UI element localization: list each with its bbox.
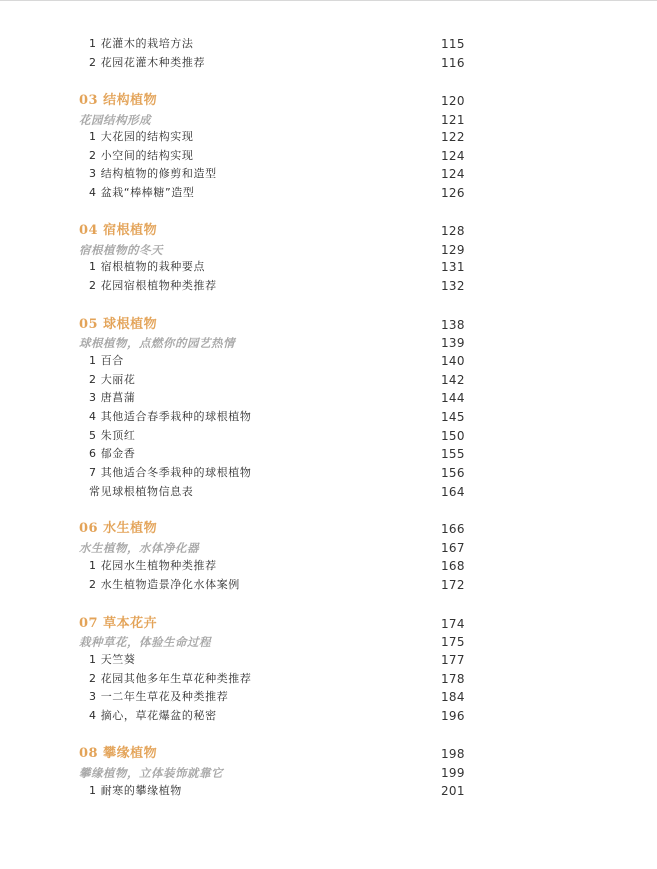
toc-entry — [0, 782, 657, 800]
toc-entry-title: 08 攀缘植物 — [79, 746, 158, 761]
toc-page-number: 155 — [441, 447, 465, 461]
toc-entry-title: 3 结构植物的修剪和造型 — [89, 167, 217, 180]
toc-page-number: 178 — [441, 672, 465, 686]
toc-entry-title: 2 大丽花 — [89, 373, 136, 386]
toc-page-number: 129 — [441, 243, 465, 257]
toc-page-number: 144 — [441, 391, 465, 405]
toc-entry — [0, 54, 657, 72]
toc-entry-title: 水生植物，水体净化器 — [79, 541, 199, 555]
toc-page-number: 124 — [441, 167, 465, 181]
toc-entry-title: 2 花园其他多年生草花种类推荐 — [89, 672, 252, 685]
toc-page-number: 167 — [441, 541, 465, 555]
toc-entry — [0, 576, 657, 594]
toc-entry-title: 4 摘心，草花爆盆的秘密 — [89, 709, 217, 722]
toc-chapter-subtitle — [0, 334, 657, 352]
toc-entry — [0, 707, 657, 725]
toc-page-number: 121 — [441, 113, 465, 127]
toc-page-number: 142 — [441, 373, 465, 387]
toc-entry — [0, 688, 657, 706]
toc-entry-title: 球根植物，点燃你的园艺热情 — [79, 336, 235, 350]
toc-entry-title: 4 盆栽“棒棒糖”造型 — [89, 186, 195, 199]
toc-entry — [0, 371, 657, 389]
toc-entry-title: 2 水生植物造景净化水体案例 — [89, 578, 240, 591]
toc-entry-title: 栽种草花，体验生命过程 — [79, 635, 211, 649]
toc-page-number: 145 — [441, 410, 465, 424]
toc-entry-title: 4 其他适合春季栽种的球根植物 — [89, 410, 252, 423]
toc-chapter-heading — [0, 615, 657, 633]
toc-page-number: 184 — [441, 690, 465, 704]
toc-chapter-heading — [0, 745, 657, 763]
toc-entry-title: 04 宿根植物 — [79, 223, 158, 238]
toc-page-number: 175 — [441, 635, 465, 649]
toc-page-number: 122 — [441, 130, 465, 144]
toc-entry-title: 3 唐菖蒲 — [89, 391, 136, 404]
toc-entry — [0, 35, 657, 53]
toc-entry — [0, 277, 657, 295]
toc-page-number: 138 — [441, 318, 465, 332]
toc-page-number: 174 — [441, 617, 465, 631]
toc-entry-title: 5 朱顶红 — [89, 429, 136, 442]
toc-entry-title: 7 其他适合冬季栽种的球根植物 — [89, 466, 252, 479]
toc-entry — [0, 128, 657, 146]
toc-page-number: 120 — [441, 94, 465, 108]
toc-entry-title: 1 百合 — [89, 354, 124, 367]
toc-entry-title: 攀缘植物，立体装饰就靠它 — [79, 766, 223, 780]
toc-chapter-heading — [0, 92, 657, 110]
toc-chapter-subtitle — [0, 111, 657, 129]
toc-entry — [0, 408, 657, 426]
toc-page-number: 132 — [441, 279, 465, 293]
toc-entry-title: 2 花园花灌木种类推荐 — [89, 56, 206, 69]
toc-chapter-subtitle — [0, 539, 657, 557]
toc-entry — [0, 352, 657, 370]
toc-entry-title: 05 球根植物 — [79, 317, 158, 332]
toc-page-number: 124 — [441, 149, 465, 163]
toc-entry — [0, 557, 657, 575]
toc-page-number: 164 — [441, 485, 465, 499]
toc-chapter-subtitle — [0, 764, 657, 782]
toc-entry — [0, 427, 657, 445]
toc-entry-title: 宿根植物的冬天 — [79, 243, 163, 257]
toc-page-number: 156 — [441, 466, 465, 480]
toc-entry-title: 1 天竺葵 — [89, 653, 136, 666]
toc-entry-title: 1 大花园的结构实现 — [89, 130, 194, 143]
toc-page-number: 139 — [441, 336, 465, 350]
toc-chapter-heading — [0, 316, 657, 334]
toc-entry — [0, 165, 657, 183]
toc-entry — [0, 258, 657, 276]
toc-page-number: 128 — [441, 224, 465, 238]
toc-entry-title: 常见球根植物信息表 — [89, 485, 194, 498]
toc-chapter-subtitle — [0, 633, 657, 651]
toc-entry-title: 1 花灌木的栽培方法 — [89, 37, 194, 50]
toc-page-number: 201 — [441, 784, 465, 798]
toc-page-number: 131 — [441, 260, 465, 274]
toc-page-number: 196 — [441, 709, 465, 723]
toc-page-number: 199 — [441, 766, 465, 780]
toc-page-number: 140 — [441, 354, 465, 368]
toc-page-number: 177 — [441, 653, 465, 667]
toc-entry — [0, 445, 657, 463]
toc-entry-title: 07 草本花卉 — [79, 616, 158, 631]
toc-entry — [0, 651, 657, 669]
toc-chapter-subtitle — [0, 241, 657, 259]
toc-page-number: 150 — [441, 429, 465, 443]
toc-entry-title: 花园结构形成 — [79, 113, 151, 127]
toc-page-number: 172 — [441, 578, 465, 592]
toc-page-number: 166 — [441, 522, 465, 536]
toc-entry — [0, 670, 657, 688]
toc-page-number: 198 — [441, 747, 465, 761]
toc-entry-title: 1 宿根植物的栽种要点 — [89, 260, 206, 273]
toc-entry-title: 03 结构植物 — [79, 93, 158, 108]
toc-entry — [0, 464, 657, 482]
toc-page-number: 126 — [441, 186, 465, 200]
toc-entry — [0, 483, 657, 501]
toc-page-number: 116 — [441, 56, 465, 70]
toc-entry — [0, 184, 657, 202]
toc-entry-title: 1 花园水生植物种类推荐 — [89, 559, 217, 572]
toc-entry — [0, 389, 657, 407]
top-border — [0, 0, 657, 1]
toc-entry-title: 3 一二年生草花及种类推荐 — [89, 690, 229, 703]
toc-entry — [0, 147, 657, 165]
toc-chapter-heading — [0, 222, 657, 240]
toc-chapter-heading — [0, 520, 657, 538]
toc-entry-title: 2 小空间的结构实现 — [89, 149, 194, 162]
toc-entry-title: 1 耐寒的攀缘植物 — [89, 784, 182, 797]
toc-page-number: 115 — [441, 37, 465, 51]
toc-entry-title: 06 水生植物 — [79, 521, 158, 536]
toc-entry-title: 6 郁金香 — [89, 447, 136, 460]
toc-entry-title: 2 花园宿根植物种类推荐 — [89, 279, 217, 292]
toc-page-number: 168 — [441, 559, 465, 573]
